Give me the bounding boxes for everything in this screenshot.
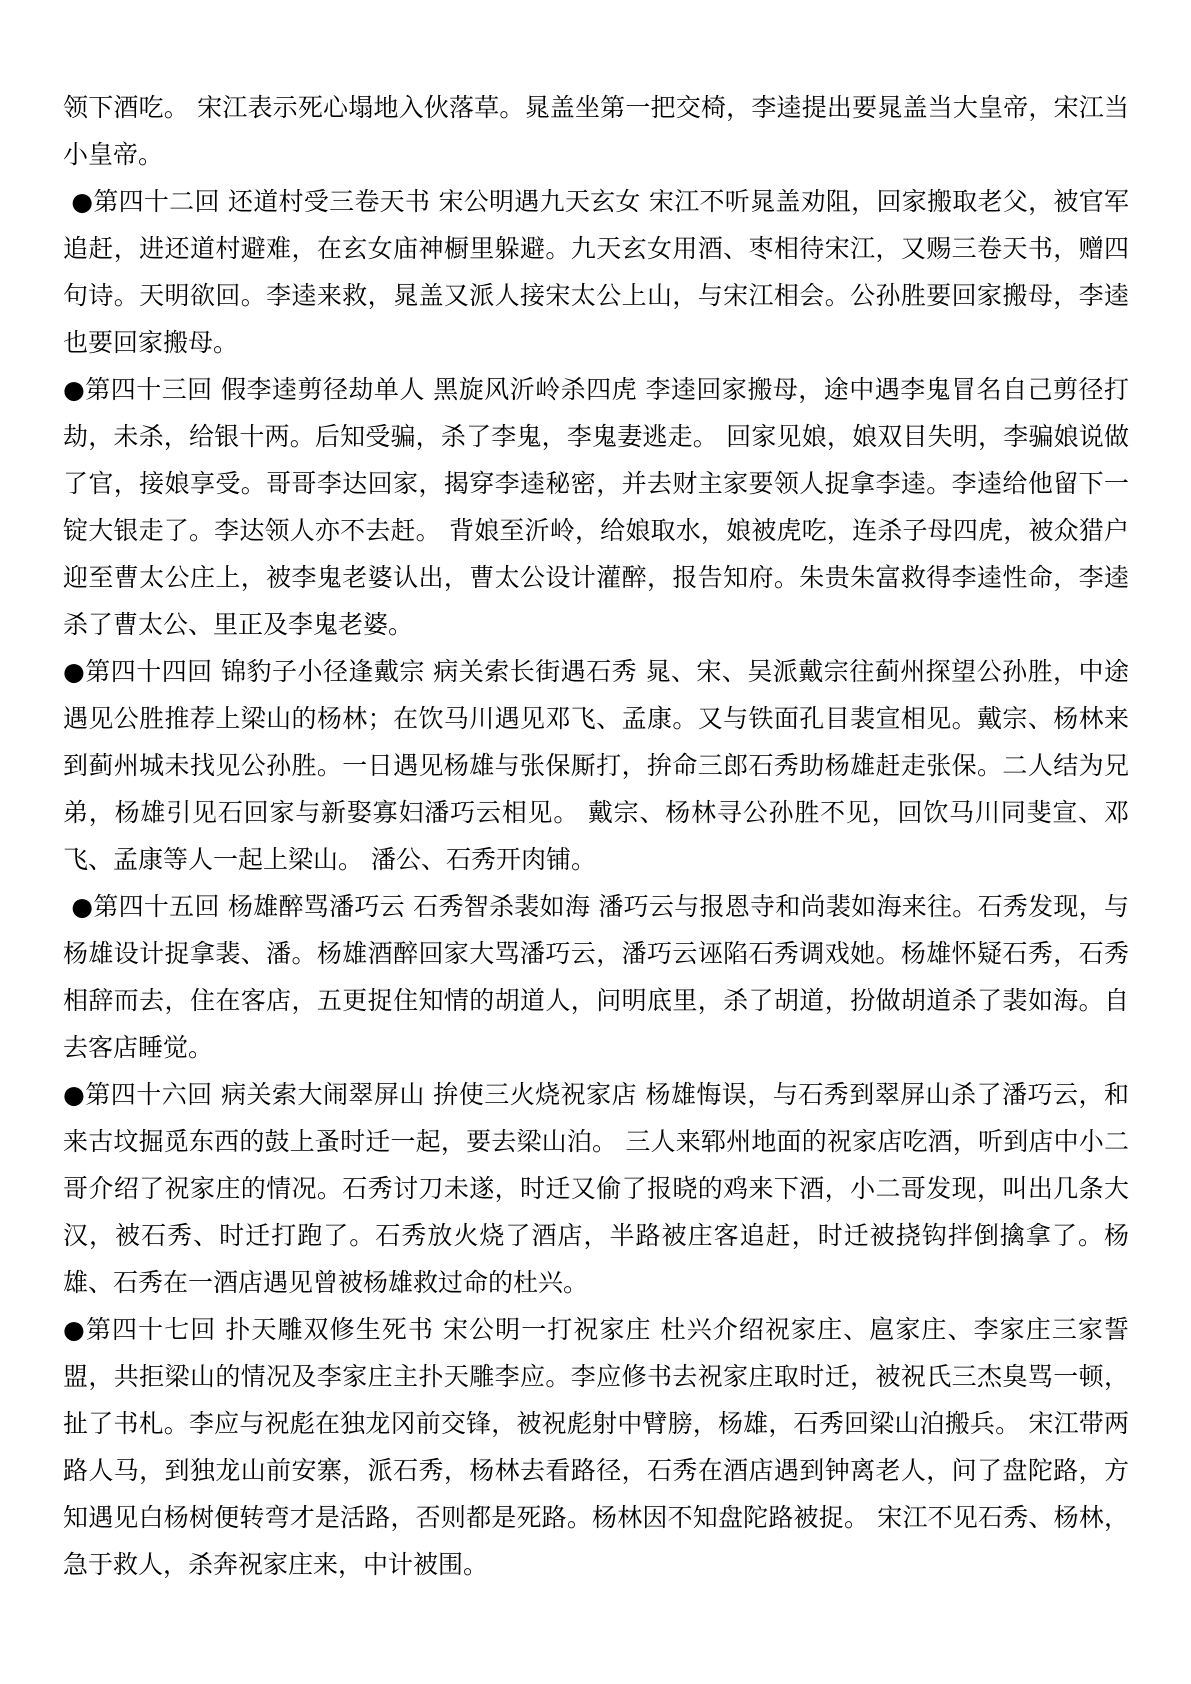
paragraph-chapter-44: ●第四十四回 锦豹子小径逢戴宗 病关索长街遇石秀 晁、宋、吴派戴宗往蓟州探望公孙胜，中途遇见公胜推荐上梁山的杨林；在饮马川遇见邓飞、孟康。又与铁面孔目裴宣相见。戴宗、杨林来到蓟州城未找见公孙胜。一日遇见杨雄与张保厮打，拚命三郎石秀助杨雄赶走张保。二人结为兄弟，杨雄引见石回家与新娶寡妇潘巧云相见。 戴宗、杨林寻公孙胜不见，回饮马川同斐宣、邓飞、孟康等人一起上梁山。 潘公、石秀开肉铺。 <box>63 657 1129 874</box>
paragraph-chapter-43: ●第四十三回 假李逵剪径劫单人 黑旋风沂岭杀四虎 李逵回家搬母，途中遇李鬼冒名自己剪径打劫，未杀，给银十两。后知受骗，杀了李鬼，李鬼妻逃走。 回家见娘，娘双目失明，李骗娘说做了官，接娘享受。哥哥李达回家，揭穿李逵秘密，并去财主家要领人捉拿李逵。李逵给他留下一锭大银走了。李达领人亦不去赶。 背娘至沂岭，给娘取水，娘被虎吃，连杀子母四虎，被众猎户迎至曹太公庄上，被李鬼老婆认出，曹太公设计灌醉，报告知府。朱贵朱富救得李逵性命，李逵杀了曹太公、里正及李鬼老婆。 <box>63 375 1129 639</box>
paragraph-intro-continuation: 领下酒吃。 宋江表示死心塌地入伙落草。晁盖坐第一把交椅，李逵提出要晁盖当大皇帝，宋江当小皇帝。 <box>63 93 1129 169</box>
paragraph-chapter-47: ●第四十七回 扑天雕双修生死书 宋公明一打祝家庄 杜兴介绍祝家庄、扈家庄、李家庄三家誓盟，共拒梁山的情况及李家庄主扑天雕李应。李应修书去祝家庄取时迁，被祝氏三杰臭骂一顿，扯了书札。李应与祝彪在独龙冈前交锋，被祝彪射中臂膀，杨雄，石秀回梁山泊搬兵。 宋江带两路人马，到独龙山前安寨，派石秀，杨林去看路径，石秀在酒店遇到钟离老人，问了盘陀路，方知遇见白杨树便转弯才是活路，否则都是死路。杨林因不知盘陀路被捉。 宋江不见石秀、杨林，急于救人，杀奔祝家庄来，中计被围。 <box>63 1315 1129 1579</box>
document-body <box>63 84 1129 1588</box>
paragraph-chapter-46: ●第四十六回 病关索大闹翠屏山 拚使三火烧祝家店 杨雄悔误，与石秀到翠屏山杀了潘巧云，和来古坟掘觅东西的鼓上蚤时迁一起，要去梁山泊。 三人来郓州地面的祝家店吃酒，听到店中小二哥介绍了祝家庄的情况。石秀讨刀未遂，时迁又偷了报晓的鸡来下酒，小二哥发现，叫出几条大汉，被石秀、时迁打跑了。石秀放火烧了酒店，半路被庄客追赶，时迁被挠钩拌倒擒拿了。杨雄、石秀在一酒店遇见曾被杨雄救过命的杜兴。 <box>63 1080 1129 1297</box>
paragraph-chapter-45: ●第四十五回 杨雄醉骂潘巧云 石秀智杀裴如海 潘巧云与报恩寺和尚裴如海来往。石秀发现，与杨雄设计捉拿裴、潘。杨雄酒醉回家大骂潘巧云，潘巧云诬陷石秀调戏她。杨雄怀疑石秀，石秀相辞而去，住在客店，五更捉住知情的胡道人，问明底里，杀了胡道，扮做胡道杀了裴如海。自去客店睡觉。 <box>63 892 1129 1062</box>
paragraph-chapter-42: ●第四十二回 还道村受三卷天书 宋公明遇九天玄女 宋江不听晁盖劝阻，回家搬取老父，被官军追赶，进还道村避难，在玄女庙神橱里躲避。九天玄女用酒、枣相待宋江，又赐三卷天书，赠四句诗。天明欲回。李逵来救，晁盖又派人接宋太公上山，与宋江相会。公孙胜要回家搬母，李逵也要回家搬母。 <box>63 187 1129 357</box>
